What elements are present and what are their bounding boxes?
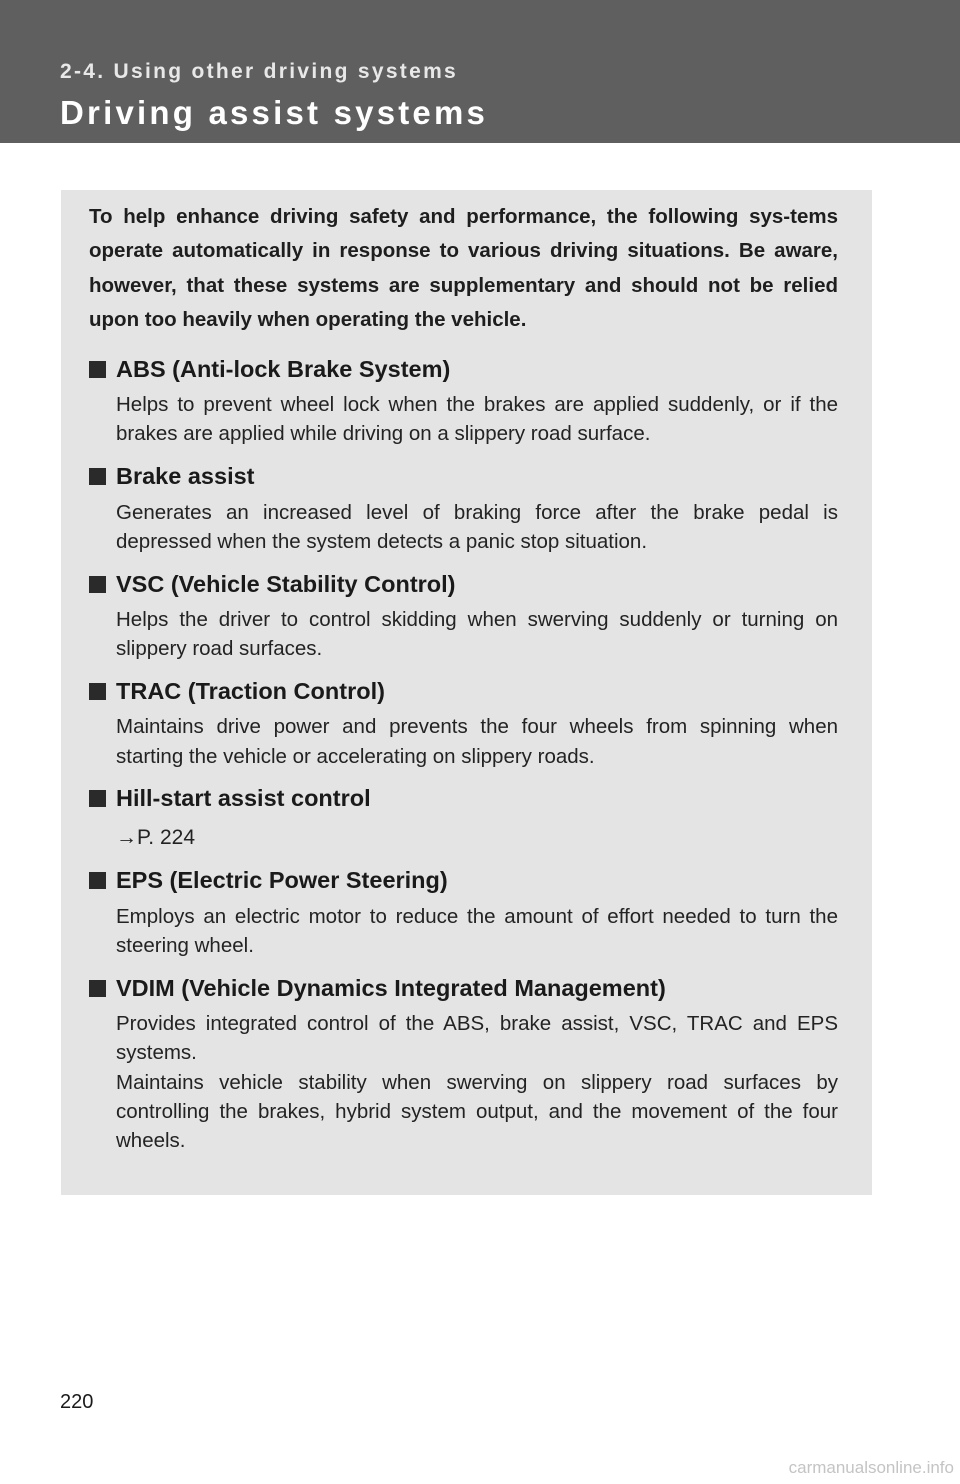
description-text: Helps the driver to control skidding when swerving suddenly or turning on slippery road surfaces. <box>116 608 838 661</box>
item-description <box>116 498 838 556</box>
item-description <box>116 712 838 770</box>
description-text: Helps to prevent wheel lock when the brakes are applied suddenly, or if the brakes are applied while driving on a slippery road surface. <box>116 393 838 446</box>
item-heading <box>89 673 838 709</box>
item-title: Hill-start assist control <box>116 785 371 812</box>
section-label: 2-4. Using other driving systems <box>60 60 459 83</box>
content-box <box>61 190 872 1195</box>
item-hill-start <box>89 781 838 853</box>
item-vdim <box>89 970 838 1155</box>
item-title: EPS (Electric Power Steering) <box>116 867 448 894</box>
item-heading <box>89 781 838 817</box>
item-title: TRAC (Traction Control) <box>116 677 385 704</box>
item-title: Brake assist <box>116 463 255 490</box>
item-vsc <box>89 566 838 663</box>
item-eps <box>89 863 838 960</box>
page-title: Driving assist systems <box>60 94 489 131</box>
square-bullet-icon <box>89 790 106 807</box>
intro-paragraph: To help enhance driving safety and performance, the following sys-tems operate automatically in response to various driving situations. Be aware, however, that these systems are supplementary and should not be relied upon too heavily when operating the vehicle. <box>89 205 838 331</box>
item-heading <box>89 863 838 899</box>
item-description <box>116 1009 838 1155</box>
header-bar <box>0 0 960 143</box>
item-title: ABS (Anti-lock Brake System) <box>116 355 451 382</box>
page-reference-link[interactable]: →P. 224 <box>116 825 196 849</box>
description-text: Generates an increased level of braking force after the brake pedal is depressed when the system detects a panic stop situation. <box>116 500 838 553</box>
item-heading <box>89 351 838 387</box>
item-trac <box>89 673 838 770</box>
watermark: carmanualsonline.info <box>788 1458 954 1477</box>
square-bullet-icon <box>89 361 106 378</box>
description-text-2: Maintains vehicle stability when swerving on slippery road surfaces by controlling the brakes, hybrid system output, and the movement of the four wheels. <box>116 1070 838 1153</box>
item-description <box>116 390 838 448</box>
square-bullet-icon <box>89 468 106 485</box>
item-description <box>116 902 838 960</box>
square-bullet-icon <box>89 576 106 593</box>
square-bullet-icon <box>89 683 106 700</box>
item-heading <box>89 459 838 495</box>
item-title: VDIM (Vehicle Dynamics Integrated Management) <box>116 974 666 1001</box>
description-text: Provides integrated control of the ABS, brake assist, VSC, TRAC and EPS systems. <box>116 1012 838 1065</box>
square-bullet-icon <box>89 980 106 997</box>
item-description <box>116 605 838 663</box>
item-heading <box>89 566 838 602</box>
description-text: Maintains drive power and prevents the four wheels from spinning when starting the vehicle or accelerating on slippery roads. <box>116 715 838 768</box>
page-number: 220 <box>60 1391 94 1413</box>
description-text: Employs an electric motor to reduce the amount of effort needed to turn the steering wheel. <box>116 904 838 958</box>
item-brake-assist <box>89 459 838 556</box>
item-heading <box>89 970 838 1006</box>
square-bullet-icon <box>89 872 106 889</box>
item-title: VSC (Vehicle Stability Control) <box>116 570 456 597</box>
item-abs <box>89 351 838 448</box>
